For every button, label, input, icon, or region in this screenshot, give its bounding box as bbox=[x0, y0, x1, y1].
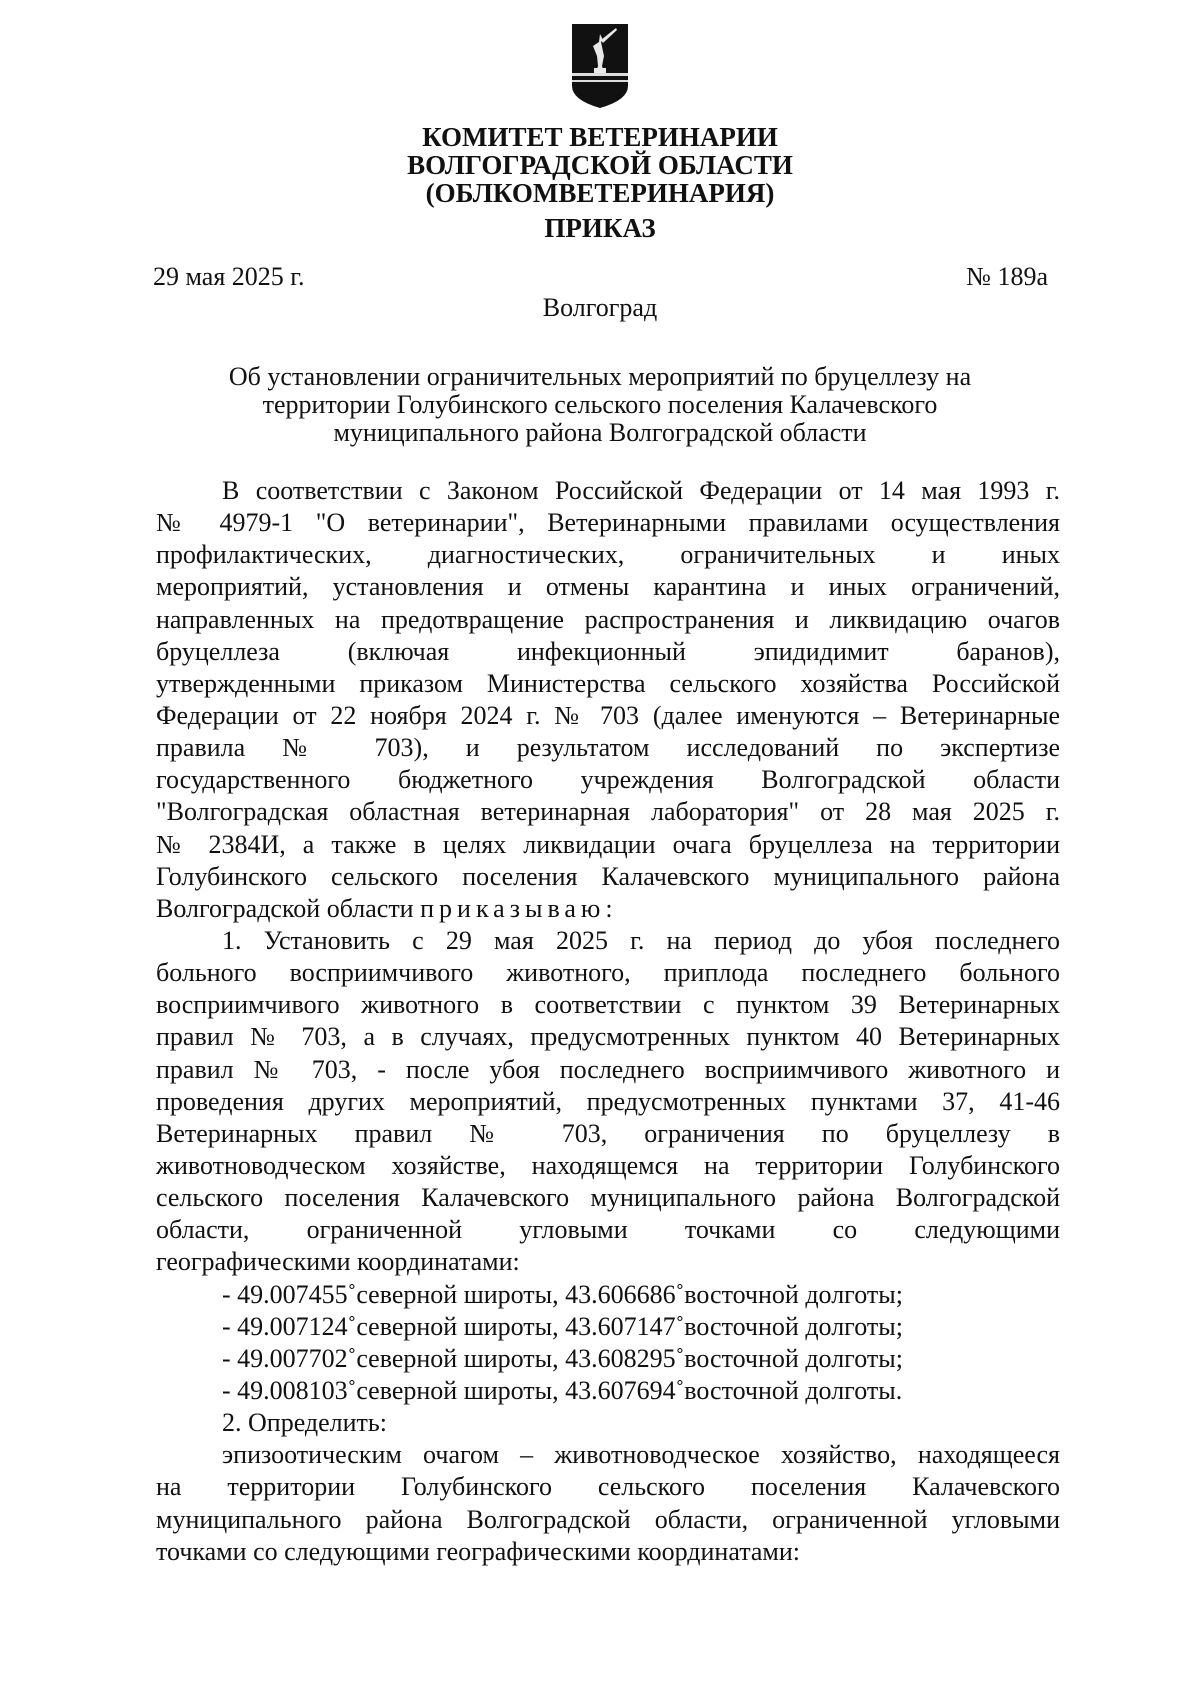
body-line bbox=[156, 893, 1060, 925]
coordinate-item: - 49.007124˚северной широты, 43.607147˚восточной долготы; bbox=[222, 1311, 903, 1341]
org-line-3: (ОБЛКОМВЕТЕРИНАРИЯ) bbox=[425, 178, 775, 208]
body-line: В соответствии с Законом Российской Федерации от 14 мая 1993 г. bbox=[222, 476, 1060, 505]
body-line: профилактических, диагностических, ограничительных и иных bbox=[156, 540, 1060, 570]
body-line: направленных на предотвращение распространения и ликвидацию очагов bbox=[156, 604, 1060, 634]
body-line: 2. Определить: bbox=[222, 1408, 387, 1438]
body-line: правила № 703), и результатом исследований по экспертизе bbox=[156, 733, 1060, 763]
body-line: утвержденными приказом Министерства сельского хозяйства Российской bbox=[156, 668, 1060, 698]
coordinate-item: - 49.007455˚северной широты, 43.606686˚восточной долготы; bbox=[222, 1279, 903, 1309]
body-line: № 2384И, а также в целях ликвидации очага бруцеллеза на территории bbox=[156, 829, 1060, 859]
subject-line: территории Голубинского сельского поселения Калачевского bbox=[262, 390, 938, 419]
body-line: правил № 703, - после убоя последнего восприимчивого животного и bbox=[156, 1054, 1060, 1084]
body-line: области, ограниченной угловыми точками со следующими bbox=[156, 1215, 1060, 1245]
body-line: правил № 703, а в случаях, предусмотренных пунктом 40 Ветеринарных bbox=[156, 1022, 1060, 1052]
order-subject bbox=[0, 363, 1200, 447]
body-line: Голубинского сельского поселения Калачевского муниципального района bbox=[156, 861, 1060, 891]
body-line: проведения других мероприятий, предусмотренных пунктами 37, 41-46 bbox=[156, 1086, 1060, 1116]
body-line: на территории Голубинского сельского поселения Калачевского bbox=[156, 1472, 1060, 1502]
body-line: государственного бюджетного учреждения Волгоградской области bbox=[156, 765, 1060, 795]
order-number: № 189а bbox=[966, 262, 1048, 291]
order-date: 29 мая 2025 г. bbox=[153, 262, 305, 291]
subject-line: муниципального района Волгоградской области bbox=[333, 418, 867, 447]
body-line: мероприятий, установления и отмены карантина и иных ограничений, bbox=[156, 572, 1060, 602]
coordinate-item: - 49.007702˚северной широты, 43.608295˚восточной долготы; bbox=[222, 1343, 903, 1373]
body-line: восприимчивого животного в соответствии с пунктом 39 Ветеринарных bbox=[156, 990, 1060, 1020]
body-line: точками со следующими географическими координатами: bbox=[156, 1536, 801, 1566]
body-line: Ветеринарных правил № 703, ограничения по бруцеллезу в bbox=[156, 1118, 1060, 1148]
body-line: бруцеллеза (включая инфекционный эпидидимит баранов), bbox=[156, 636, 1060, 666]
org-line-1: КОМИТЕТ ВЕТЕРИНАРИИ bbox=[422, 122, 778, 152]
body-line: № 4979-1 "О ветеринарии", Ветеринарными правилами осуществления bbox=[156, 508, 1060, 538]
order-verb: приказываю: bbox=[420, 893, 618, 923]
body-line: муниципального района Волгоградской области, ограниченной угловыми bbox=[156, 1504, 1060, 1534]
document-type-title: ПРИКАЗ bbox=[544, 213, 656, 243]
body-line: эпизоотическим очагом – животноводческое хозяйство, находящееся bbox=[222, 1440, 1060, 1470]
body-line: географическими координатами: bbox=[156, 1247, 520, 1277]
subject-line: Об установлении ограничительных мероприятий по бруцеллезу на bbox=[228, 362, 972, 391]
body-line: "Волгоградская областная ветеринарная лаборатория" от 28 мая 2025 г. bbox=[156, 797, 1060, 827]
organization-name bbox=[0, 123, 1200, 207]
body-line: 1. Установить с 29 мая 2025 г. на период до убоя последнего bbox=[222, 925, 1060, 955]
coordinate-item: - 49.008103˚северной широты, 43.607694˚восточной долготы. bbox=[222, 1375, 903, 1405]
body-line: сельского поселения Калачевского муниципального района Волгоградской bbox=[156, 1183, 1060, 1213]
order-city: Волгоград bbox=[542, 293, 658, 322]
order-body bbox=[156, 475, 1060, 1568]
body-line: больного восприимчивого животного, приплода последнего больного bbox=[156, 958, 1060, 988]
org-line-2: ВОЛГОГРАДСКОЙ ОБЛАСТИ bbox=[407, 150, 793, 180]
body-text: Волгоградской области bbox=[156, 893, 421, 923]
body-line: Федерации от 22 ноября 2024 г. № 703 (далее именуются – Ветеринарные bbox=[156, 700, 1060, 730]
body-line: животноводческом хозяйстве, находящемся на территории Голубинского bbox=[156, 1150, 1060, 1180]
coat-of-arms-emblem bbox=[568, 20, 632, 112]
